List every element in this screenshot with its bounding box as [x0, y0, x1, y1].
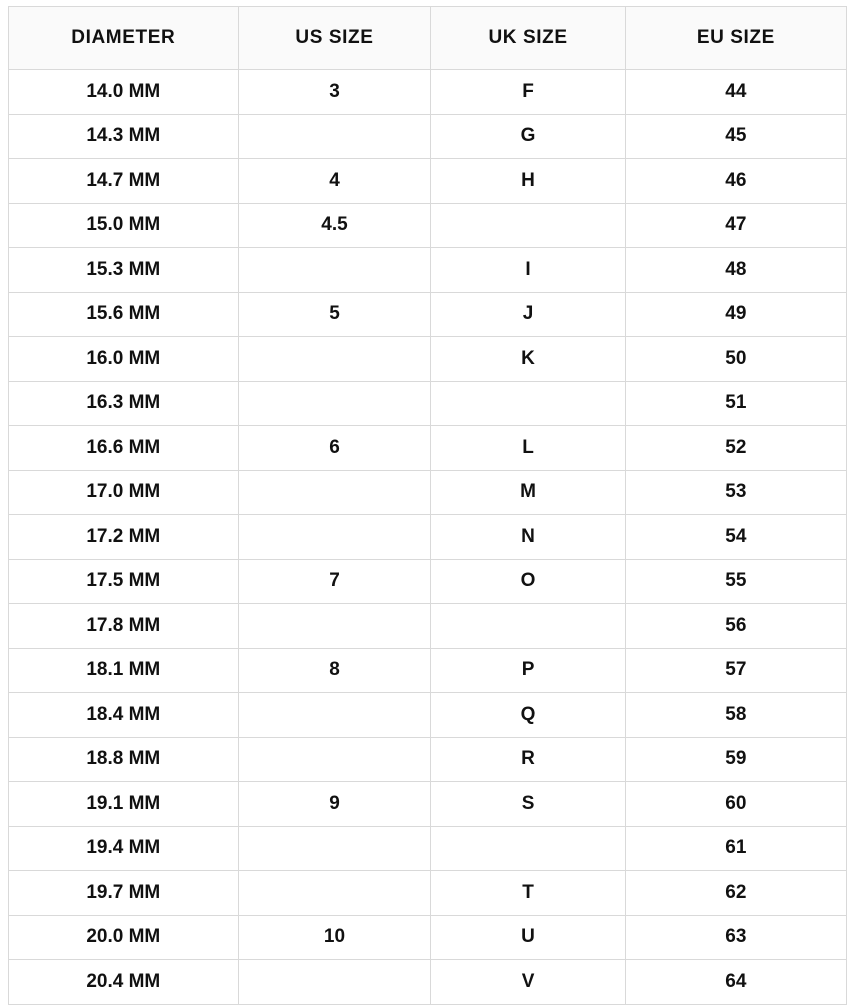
column-header-diameter: DIAMETER	[9, 7, 239, 70]
cell-uk-size: N	[431, 515, 625, 560]
table-row	[9, 737, 847, 782]
cell-eu-size: 63	[625, 915, 846, 960]
cell-us-size: 6	[238, 426, 431, 471]
column-header-us-size: US SIZE	[238, 7, 431, 70]
cell-us-size	[238, 381, 431, 426]
cell-us-size: 7	[238, 559, 431, 604]
cell-uk-size: P	[431, 648, 625, 693]
cell-us-size	[238, 693, 431, 738]
cell-eu-size: 59	[625, 737, 846, 782]
cell-eu-size: 50	[625, 337, 846, 382]
cell-us-size: 4	[238, 159, 431, 204]
cell-us-size: 10	[238, 915, 431, 960]
cell-eu-size: 52	[625, 426, 846, 471]
cell-diameter: 14.0 MM	[9, 70, 239, 115]
column-header-eu-size: EU SIZE	[625, 7, 846, 70]
cell-us-size	[238, 114, 431, 159]
table-row	[9, 960, 847, 1005]
table-row	[9, 159, 847, 204]
cell-uk-size	[431, 604, 625, 649]
cell-uk-size: I	[431, 248, 625, 293]
cell-uk-size: Q	[431, 693, 625, 738]
cell-eu-size: 48	[625, 248, 846, 293]
cell-uk-size: T	[431, 871, 625, 916]
table-row	[9, 292, 847, 337]
cell-diameter: 16.3 MM	[9, 381, 239, 426]
table-row	[9, 782, 847, 827]
table-header	[9, 7, 847, 70]
cell-us-size	[238, 337, 431, 382]
cell-us-size	[238, 248, 431, 293]
ring-size-table	[8, 6, 847, 1005]
cell-diameter: 17.5 MM	[9, 559, 239, 604]
cell-eu-size: 57	[625, 648, 846, 693]
cell-eu-size: 55	[625, 559, 846, 604]
cell-us-size: 8	[238, 648, 431, 693]
cell-eu-size: 49	[625, 292, 846, 337]
cell-diameter: 15.0 MM	[9, 203, 239, 248]
cell-eu-size: 56	[625, 604, 846, 649]
cell-uk-size: F	[431, 70, 625, 115]
cell-uk-size: S	[431, 782, 625, 827]
cell-uk-size	[431, 203, 625, 248]
cell-uk-size	[431, 826, 625, 871]
table-row	[9, 648, 847, 693]
cell-eu-size: 64	[625, 960, 846, 1005]
cell-us-size: 4.5	[238, 203, 431, 248]
table-row	[9, 871, 847, 916]
cell-eu-size: 47	[625, 203, 846, 248]
table-row	[9, 114, 847, 159]
cell-us-size	[238, 871, 431, 916]
cell-diameter: 18.8 MM	[9, 737, 239, 782]
cell-diameter: 19.7 MM	[9, 871, 239, 916]
cell-eu-size: 54	[625, 515, 846, 560]
column-header-uk-size: UK SIZE	[431, 7, 625, 70]
table-row	[9, 248, 847, 293]
table-row	[9, 337, 847, 382]
cell-diameter: 18.4 MM	[9, 693, 239, 738]
cell-us-size: 3	[238, 70, 431, 115]
table-row	[9, 426, 847, 471]
cell-us-size	[238, 737, 431, 782]
table-row	[9, 826, 847, 871]
table-row	[9, 915, 847, 960]
cell-uk-size: M	[431, 470, 625, 515]
cell-diameter: 15.6 MM	[9, 292, 239, 337]
cell-diameter: 16.6 MM	[9, 426, 239, 471]
table-row	[9, 559, 847, 604]
cell-diameter: 18.1 MM	[9, 648, 239, 693]
cell-us-size: 5	[238, 292, 431, 337]
cell-uk-size: V	[431, 960, 625, 1005]
cell-uk-size: K	[431, 337, 625, 382]
table-row	[9, 381, 847, 426]
cell-diameter: 15.3 MM	[9, 248, 239, 293]
table-body	[9, 70, 847, 1005]
cell-diameter: 14.3 MM	[9, 114, 239, 159]
cell-uk-size: G	[431, 114, 625, 159]
cell-uk-size	[431, 381, 625, 426]
cell-diameter: 20.4 MM	[9, 960, 239, 1005]
cell-diameter: 14.7 MM	[9, 159, 239, 204]
cell-diameter: 19.4 MM	[9, 826, 239, 871]
cell-us-size	[238, 960, 431, 1005]
cell-uk-size: H	[431, 159, 625, 204]
cell-eu-size: 45	[625, 114, 846, 159]
table-row	[9, 604, 847, 649]
cell-uk-size: O	[431, 559, 625, 604]
cell-eu-size: 51	[625, 381, 846, 426]
cell-eu-size: 60	[625, 782, 846, 827]
cell-eu-size: 62	[625, 871, 846, 916]
cell-us-size	[238, 826, 431, 871]
cell-eu-size: 58	[625, 693, 846, 738]
cell-us-size: 9	[238, 782, 431, 827]
cell-eu-size: 44	[625, 70, 846, 115]
cell-us-size	[238, 604, 431, 649]
table-row	[9, 693, 847, 738]
cell-eu-size: 53	[625, 470, 846, 515]
cell-diameter: 17.2 MM	[9, 515, 239, 560]
table-row	[9, 70, 847, 115]
cell-uk-size: L	[431, 426, 625, 471]
cell-uk-size: J	[431, 292, 625, 337]
cell-us-size	[238, 470, 431, 515]
cell-diameter: 20.0 MM	[9, 915, 239, 960]
table-row	[9, 515, 847, 560]
cell-uk-size: U	[431, 915, 625, 960]
cell-eu-size: 61	[625, 826, 846, 871]
cell-diameter: 19.1 MM	[9, 782, 239, 827]
cell-diameter: 16.0 MM	[9, 337, 239, 382]
table-header-row	[9, 7, 847, 70]
cell-diameter: 17.0 MM	[9, 470, 239, 515]
table-row	[9, 470, 847, 515]
cell-eu-size: 46	[625, 159, 846, 204]
cell-uk-size: R	[431, 737, 625, 782]
table-row	[9, 203, 847, 248]
cell-diameter: 17.8 MM	[9, 604, 239, 649]
cell-us-size	[238, 515, 431, 560]
